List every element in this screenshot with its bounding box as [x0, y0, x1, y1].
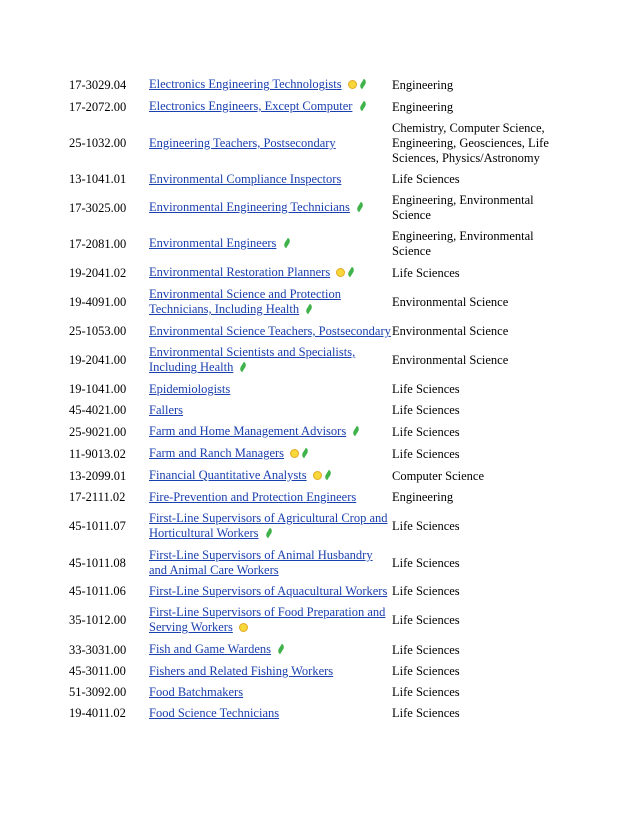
bright-outlook-sun-icon	[290, 449, 299, 458]
occupation-title-cell	[149, 118, 392, 169]
occupation-title-link[interactable]: Environmental Science Teachers, Postsecondary	[149, 324, 391, 338]
occupation-code: 45-4021.00	[69, 403, 127, 417]
occupation-code: 17-2081.00	[69, 236, 127, 251]
occupation-title-link[interactable]: Financial Quantitative Analysts	[149, 468, 307, 482]
occupation-title-cell	[149, 342, 392, 379]
occupation-code: 25-1032.00	[69, 136, 127, 150]
occupation-category: Life Sciences	[392, 424, 460, 439]
occupation-category: Environmental Science	[392, 324, 509, 338]
table-row	[69, 169, 562, 190]
bright-outlook-sun-icon	[336, 268, 345, 277]
occupation-category: Life Sciences	[392, 555, 460, 570]
table-row	[69, 342, 562, 379]
occupation-flag-icons	[239, 361, 245, 376]
occupation-code: 19-4091.00	[69, 295, 127, 309]
occupation-title-cell	[149, 169, 392, 190]
table-row	[69, 190, 562, 226]
occupation-title-cell	[149, 190, 392, 226]
occupation-title-cell	[149, 74, 392, 96]
occupation-category: Life Sciences	[392, 519, 460, 533]
table-row	[69, 421, 562, 443]
table-row	[69, 284, 562, 321]
occupation-title-cell	[149, 602, 392, 639]
occupation-category: Engineering	[392, 99, 454, 114]
occupation-title-cell	[149, 581, 392, 602]
occupation-title-link[interactable]: First-Line Supervisors of Agricultural Crop and Horticultural Workers	[149, 511, 388, 540]
occupation-title-link[interactable]: Food Science Technicians	[149, 706, 280, 720]
occupation-title-link[interactable]: Environmental Engineering Technicians	[149, 200, 350, 214]
occupation-title-cell	[149, 379, 392, 400]
occupation-category: Environmental Science	[392, 295, 509, 309]
occupation-code: 17-2072.00	[69, 99, 127, 114]
occupation-code: 13-2099.01	[69, 468, 127, 483]
green-economy-leaf-icon	[301, 448, 310, 459]
table-row	[69, 581, 562, 602]
table-row	[69, 226, 562, 262]
occupation-title-link[interactable]: Environmental Engineers	[149, 236, 277, 250]
occupation-title-cell	[149, 545, 392, 581]
occupation-title-link[interactable]: First-Line Supervisors of Aquacultural Workers	[149, 584, 388, 598]
occupation-title-link[interactable]: Environmental Compliance Inspectors	[149, 172, 342, 186]
green-economy-leaf-icon	[239, 362, 248, 373]
green-economy-leaf-icon	[352, 426, 361, 437]
occupation-flag-icons	[313, 469, 330, 484]
occupation-flag-icons	[239, 621, 250, 636]
occupation-flag-icons	[356, 201, 362, 216]
table-row	[69, 602, 562, 639]
table-row	[69, 639, 562, 661]
green-economy-leaf-icon	[356, 202, 365, 213]
occupation-title-cell	[149, 682, 392, 703]
green-economy-leaf-icon	[358, 101, 367, 112]
occupation-flag-icons	[277, 643, 283, 658]
occupation-title-link[interactable]: Epidemiologists	[149, 382, 231, 396]
green-economy-leaf-icon	[264, 528, 273, 539]
occupation-category: Life Sciences	[392, 706, 460, 720]
occupation-title-cell	[149, 487, 392, 508]
occupation-title-link[interactable]: First-Line Supervisors of Food Preparation and Serving Workers	[149, 605, 386, 634]
bright-outlook-sun-icon	[313, 471, 322, 480]
occupation-code: 19-1041.00	[69, 382, 127, 396]
occupation-category: Engineering, Environmental Science	[392, 193, 534, 222]
occupation-title-cell	[149, 96, 392, 118]
occupation-category: Life Sciences	[392, 664, 460, 678]
occupation-title-cell	[149, 661, 392, 682]
occupation-title-link[interactable]: Electronics Engineering Technologists	[149, 77, 342, 91]
occupation-category: Life Sciences	[392, 265, 460, 280]
occupation-category: Life Sciences	[392, 382, 460, 396]
occupation-title-link[interactable]: Environmental Scientists and Specialists, Including Health	[149, 345, 356, 374]
occupation-code: 17-3025.00	[69, 200, 127, 215]
occupation-title-link[interactable]: Electronics Engineers, Except Computer	[149, 99, 353, 113]
green-economy-leaf-icon	[282, 238, 291, 249]
occupation-code: 13-1041.01	[69, 172, 127, 186]
occupation-code: 45-1011.08	[69, 555, 126, 570]
occupation-title-cell	[149, 443, 392, 465]
occupation-title-link[interactable]: Fishers and Related Fishing Workers	[149, 664, 334, 678]
occupation-title-cell	[149, 321, 392, 342]
table-row	[69, 321, 562, 342]
occupation-table	[69, 74, 562, 724]
occupation-code: 45-1011.06	[69, 584, 126, 598]
occupation-title-cell	[149, 284, 392, 321]
occupation-code: 35-1012.00	[69, 613, 127, 627]
occupation-title-link[interactable]: Fallers	[149, 403, 184, 417]
table-row	[69, 682, 562, 703]
table-row	[69, 96, 562, 118]
occupation-title-link[interactable]: Farm and Ranch Managers	[149, 446, 285, 460]
occupation-title-link[interactable]: Fire-Prevention and Protection Engineers	[149, 490, 357, 504]
occupation-category: Life Sciences	[392, 403, 460, 417]
occupation-title-cell	[149, 703, 392, 724]
table-row	[69, 487, 562, 508]
table-row	[69, 379, 562, 400]
table-row	[69, 661, 562, 682]
table-row	[69, 118, 562, 169]
table-row	[69, 703, 562, 724]
occupation-title-cell	[149, 262, 392, 284]
occupation-title-cell	[149, 421, 392, 443]
occupation-code: 19-4011.02	[69, 706, 126, 720]
occupation-code: 25-1053.00	[69, 324, 127, 338]
occupation-category: Engineering, Environmental Science	[392, 229, 534, 258]
occupation-category: Life Sciences	[392, 584, 460, 598]
green-economy-leaf-icon	[358, 79, 367, 90]
occupation-flag-icons	[265, 527, 271, 542]
occupation-category: Environmental Science	[392, 353, 509, 367]
table-row	[69, 508, 562, 545]
occupation-code: 45-3011.00	[69, 664, 126, 678]
occupation-code: 17-2111.02	[69, 490, 126, 504]
occupation-flag-icons	[336, 266, 353, 281]
occupation-title-link[interactable]: Environmental Science and Protection Technicians, Including Health	[149, 287, 341, 316]
green-economy-leaf-icon	[323, 470, 332, 481]
occupation-flag-icons	[359, 100, 365, 115]
occupation-category: Life Sciences	[392, 685, 460, 699]
occupation-category: Engineering	[392, 490, 454, 504]
occupation-title-cell	[149, 400, 392, 421]
occupation-title-cell	[149, 226, 392, 262]
table-row	[69, 443, 562, 465]
occupation-title-cell	[149, 508, 392, 545]
table-row	[69, 545, 562, 581]
occupation-code: 17-3029.04	[69, 77, 127, 92]
occupation-category: Life Sciences	[392, 642, 460, 657]
green-economy-leaf-icon	[305, 304, 314, 315]
table-row	[69, 465, 562, 487]
table-row	[69, 74, 562, 96]
occupation-category: Life Sciences	[392, 613, 460, 627]
occupation-code: 45-1011.07	[69, 519, 126, 533]
occupation-flag-icons	[283, 237, 289, 252]
bright-outlook-sun-icon	[348, 80, 357, 89]
occupation-category: Engineering	[392, 77, 454, 92]
occupation-title-cell	[149, 639, 392, 661]
occupation-title-link[interactable]: Farm and Home Management Advisors	[149, 424, 347, 438]
occupation-title-link[interactable]: Engineering Teachers, Postsecondary	[149, 136, 336, 150]
bright-outlook-sun-icon	[239, 623, 248, 632]
occupation-title-link[interactable]: Fish and Game Wardens	[149, 642, 272, 656]
occupation-title-link[interactable]: Environmental Restoration Planners	[149, 265, 331, 279]
occupation-category: Computer Science	[392, 468, 484, 483]
occupation-title-cell	[149, 465, 392, 487]
occupation-code: 51-3092.00	[69, 685, 127, 699]
green-economy-leaf-icon	[347, 267, 356, 278]
occupation-code: 33-3031.00	[69, 642, 127, 657]
occupation-flag-icons	[352, 425, 358, 440]
occupation-flag-icons	[290, 447, 307, 462]
occupation-code: 25-9021.00	[69, 424, 127, 439]
occupation-code: 19-2041.02	[69, 265, 127, 280]
occupation-flag-icons	[305, 303, 311, 318]
occupation-flag-icons	[348, 78, 365, 93]
occupation-table-body	[69, 74, 562, 724]
occupation-category: Chemistry, Computer Science, Engineering, Geosciences, Life Sciences, Physics/Astronomy	[392, 121, 549, 165]
occupation-category: Life Sciences	[392, 172, 460, 186]
occupation-code: 11-9013.02	[69, 446, 126, 461]
occupation-code: 19-2041.00	[69, 353, 127, 367]
occupation-title-link[interactable]: Food Batchmakers	[149, 685, 244, 699]
green-economy-leaf-icon	[277, 644, 286, 655]
occupation-title-link[interactable]: First-Line Supervisors of Animal Husbandry and Animal Care Workers	[149, 548, 373, 577]
table-row	[69, 262, 562, 284]
occupation-category: Life Sciences	[392, 446, 460, 461]
table-row	[69, 400, 562, 421]
